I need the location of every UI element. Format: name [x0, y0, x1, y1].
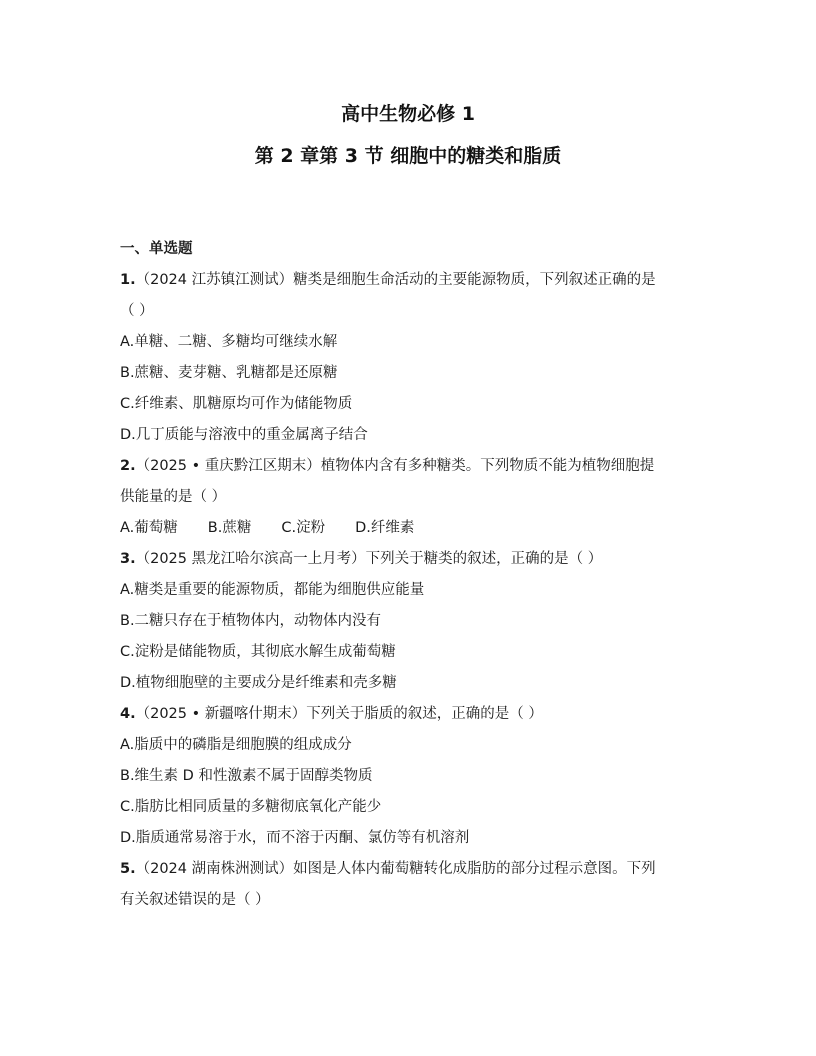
question-4-option-c: C.脂肪比相同质量的多糖彻底氧化产能少 [120, 799, 382, 815]
question-number: 4. [120, 706, 136, 722]
question-text: 下列关于糖类的叙述，正确的是（ ） [365, 551, 603, 567]
question-2-option-b: B.蔗糖 [207, 520, 252, 536]
document-title: 高中生物必修 1 [341, 103, 475, 125]
question-1-stem [120, 267, 700, 298]
question-text: 如图是人体内葡萄糖转化成脂肪的部分过程示意图。下列 [293, 861, 656, 877]
question-2-stem [120, 453, 700, 484]
question-text: 植物体内含有多种糖类。下列物质不能为植物细胞提 [320, 458, 655, 474]
question-3-option-b: B.二糖只存在于植物体内，动物体内没有 [120, 613, 382, 629]
question-list [120, 236, 700, 918]
document-subtitle: 第 2 章第 3 节 细胞中的糖类和脂质 [254, 145, 562, 167]
section-heading: 一、单选题 [120, 241, 193, 257]
question-source: （2025 • 新疆喀什期末） [135, 706, 307, 722]
question-4-option-d: D.脂质通常易溶于水，而不溶于丙酮、氯仿等有机溶剂 [120, 830, 470, 846]
question-number: 5. [120, 861, 136, 877]
question-source: （2024 湖南株洲测试） [135, 861, 294, 877]
question-3-option-d: D.植物细胞壁的主要成分是纤维素和壳多糖 [120, 675, 397, 691]
question-2-stem-cont: 供能量的是（ ） [120, 489, 227, 505]
question-source: （2025 黑龙江哈尔滨高一上月考） [135, 551, 366, 567]
question-2-option-c: C.淀粉 [281, 520, 326, 536]
question-4-option-a: A.脂质中的磷脂是细胞膜的组成成分 [120, 737, 352, 753]
question-5-stem [120, 856, 700, 887]
question-4-stem [120, 701, 700, 732]
question-source: （2024 江苏镇江测试） [135, 272, 294, 288]
question-1-option-a: A.单糖、二糖、多糖均可继续水解 [120, 334, 338, 350]
question-text: 下列关于脂质的叙述，正确的是（ ） [306, 706, 543, 722]
question-3-option-c: C.淀粉是储能物质，其彻底水解生成葡萄糖 [120, 644, 396, 660]
question-2-options [120, 515, 700, 546]
question-text: 糖类是细胞生命活动的主要能源物质，下列叙述正确的是 [293, 272, 656, 288]
question-number: 2. [120, 458, 136, 474]
question-3-option-a: A.糖类是重要的能源物质，都能为细胞供应能量 [120, 582, 425, 598]
question-3-stem [120, 546, 700, 577]
question-4-option-b: B.维生素 D 和性激素不属于固醇类物质 [120, 768, 373, 784]
question-5-stem-cont: 有关叙述错误的是（ ） [120, 892, 270, 908]
question-1-option-c: C.纤维素、肌糖原均可作为储能物质 [120, 396, 353, 412]
question-1-stem-cont: （ ） [120, 303, 154, 319]
question-2-option-a: A.葡萄糖 [120, 520, 178, 536]
question-2-option-d: D.纤维素 [355, 520, 415, 536]
question-1-option-d: D.几丁质能与溶液中的重金属离子结合 [120, 427, 368, 443]
question-source: （2025 • 重庆黔江区期末） [135, 458, 321, 474]
question-number: 3. [120, 551, 136, 567]
question-number: 1. [120, 272, 136, 288]
question-1-option-b: B.蔗糖、麦芽糖、乳糖都是还原糖 [120, 365, 338, 381]
